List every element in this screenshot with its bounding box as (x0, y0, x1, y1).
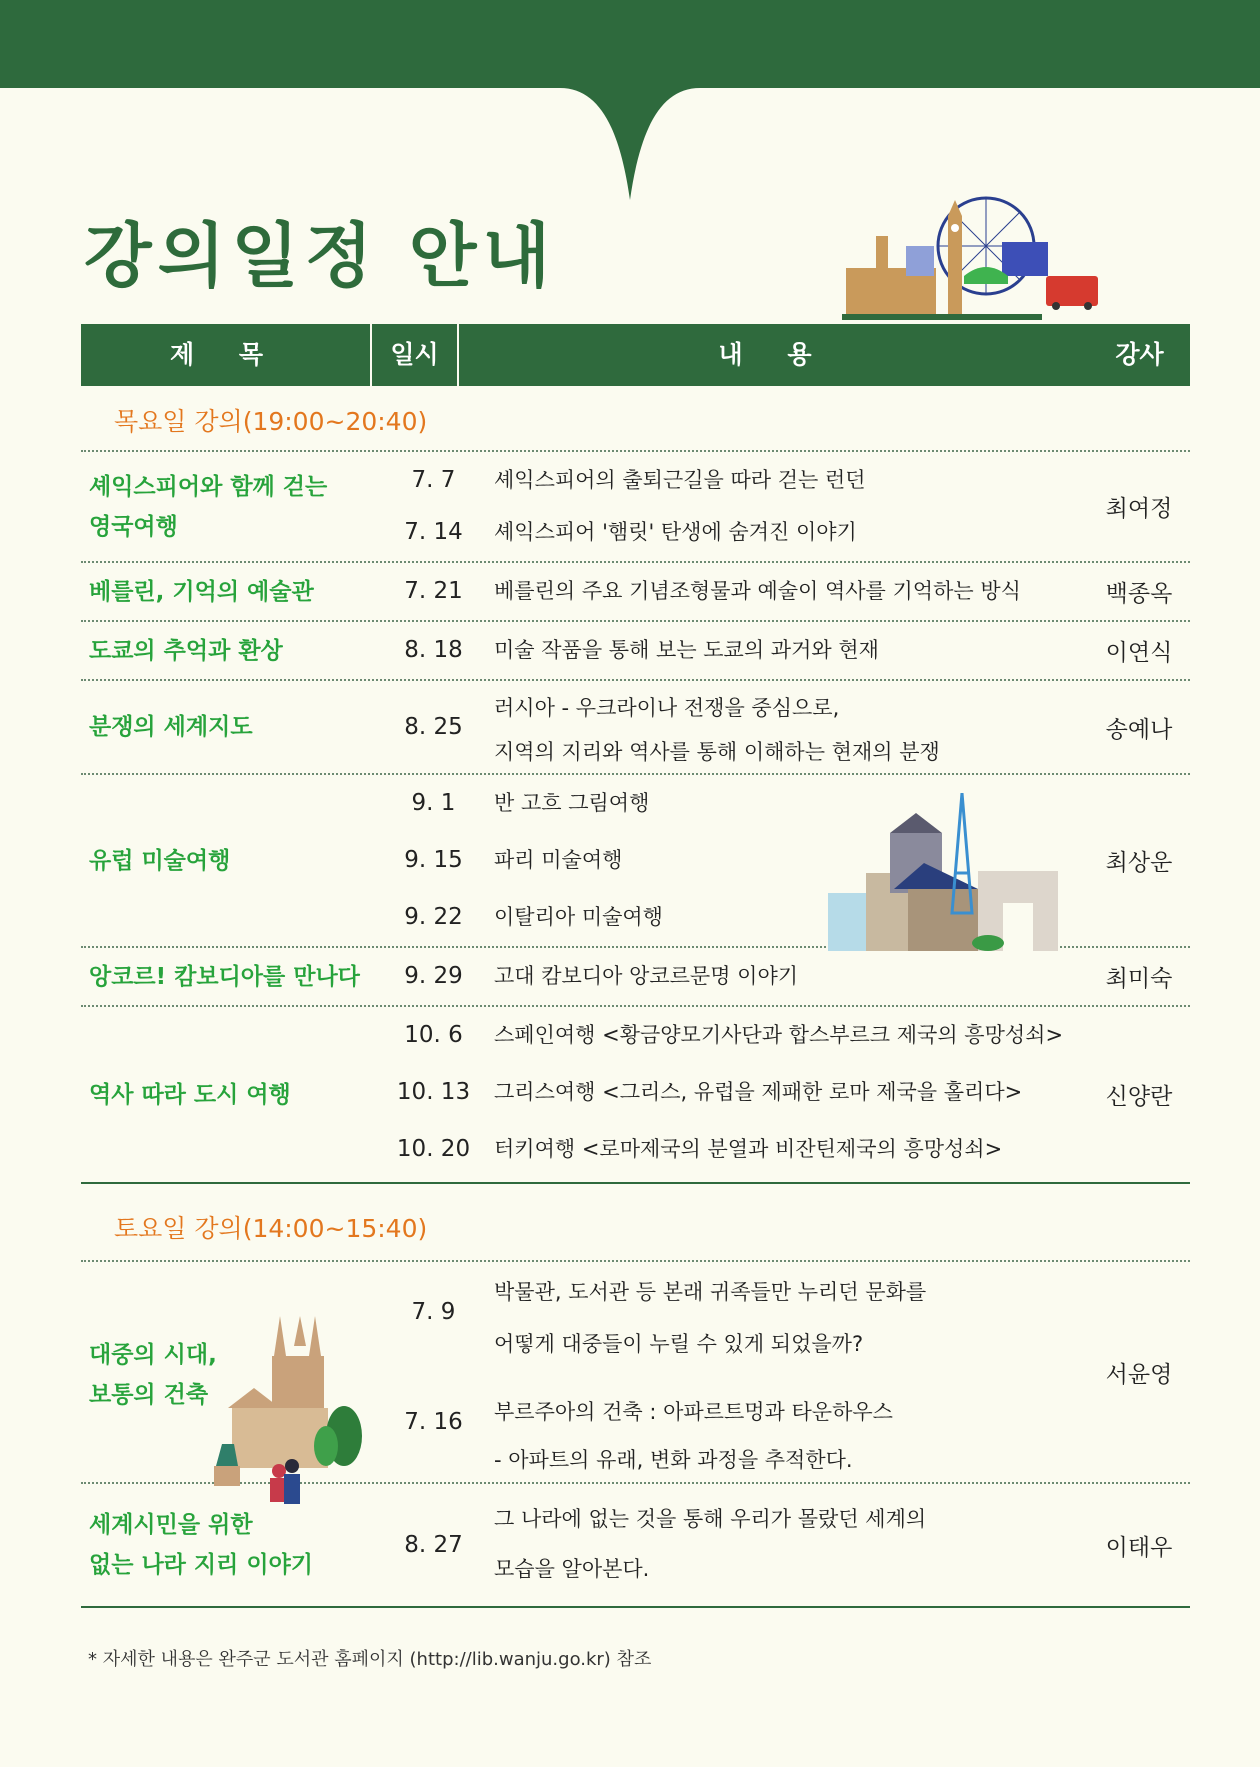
lecture-title-line: 역사 따라 도시 여행 (89, 1081, 291, 1108)
header-lecturer: 강사 (1115, 340, 1164, 369)
lecturer-name: 백종옥 (1105, 581, 1173, 607)
lecture-title-line: 베를린, 기억의 예술관 (89, 578, 314, 605)
header-date: 일시 (372, 324, 459, 386)
lecture-content: 러시아 - 우크라이나 전쟁을 중심으로, (494, 696, 840, 720)
lecture-title-line: 도쿄의 추억과 환상 (89, 637, 283, 664)
top-banner (0, 0, 1260, 220)
lecture-title-line: 보통의 건축 (89, 1382, 209, 1408)
lecture-date: 9. 22 (404, 904, 463, 930)
lecture-content: 박물관, 도서관 등 본래 귀족들만 누리던 문화를 (494, 1280, 927, 1304)
lecture-title-line: 세계시민을 위한 (89, 1512, 253, 1538)
lecture-content: 터키여행 <로마제국의 분열과 비잔틴제국의 흥망성쇠> (494, 1137, 1003, 1161)
lecturer-name: 송예나 (1105, 716, 1173, 743)
lecture-title-line: 없는 나라 지리 이야기 (89, 1552, 313, 1578)
lecture-date: 9. 1 (411, 790, 456, 816)
lecturer-name: 신양란 (1105, 1084, 1173, 1110)
lecture-content: 모습을 알아본다. (494, 1557, 650, 1581)
page-title: 강의일정 안내 (84, 215, 557, 297)
lecture-title-line: 유럽 미술여행 (89, 847, 231, 874)
cathedral-illustration (214, 1316, 398, 1506)
lecturer-name: 이연식 (1105, 640, 1173, 666)
lecturer-name: 서윤영 (1105, 1361, 1173, 1388)
lecture-content: - 아파트의 유래, 변화 과정을 추적한다. (494, 1448, 853, 1472)
lecture-content: 이탈리아 미술여행 (494, 905, 663, 929)
table-header (81, 324, 1190, 386)
lecture-date: 8. 27 (404, 1532, 463, 1558)
lecture-date: 10. 6 (404, 1022, 463, 1048)
lecture-content: 그 나라에 없는 것을 통해 우리가 몰랐던 세계의 (494, 1507, 927, 1531)
lecturer-name: 최상운 (1105, 850, 1173, 876)
lecture-date: 10. 13 (396, 1079, 471, 1105)
lecture-date: 8. 25 (404, 714, 463, 740)
lecturer-name: 최미숙 (1105, 966, 1173, 992)
lecture-content: 부르주아의 건축 : 아파르트멍과 타운하우스 (494, 1400, 893, 1424)
paris-landmarks-illustration (828, 793, 1072, 951)
table-row (81, 620, 1190, 679)
table-row (81, 561, 1190, 620)
lecture-date: 9. 15 (404, 847, 463, 873)
lecture-content: 미술 작품을 통해 보는 도쿄의 과거와 현재 (494, 638, 879, 662)
lecture-date: 9. 29 (404, 963, 463, 989)
footnote: * 자세한 내용은 완주군 도서관 홈페이지 (http://lib.wanju.go.kr) 참조 (88, 1649, 652, 1670)
lecture-content: 셰익스피어의 출퇴근길을 따라 걷는 런던 (494, 468, 866, 492)
lecture-date: 7. 7 (411, 467, 456, 493)
lecture-content: 셰익스피어 '햄릿' 탄생에 숨겨진 이야기 (494, 520, 857, 544)
header-title: 제 목 (81, 324, 372, 386)
lecture-date: 7. 14 (404, 519, 463, 545)
table-row (81, 679, 1190, 773)
lecture-content: 베를린의 주요 기념조형물과 예술이 역사를 기억하는 방식 (494, 579, 1021, 603)
lecture-content: 반 고흐 그림여행 (494, 791, 650, 815)
lecture-date: 7. 16 (404, 1409, 463, 1435)
lecture-content: 스페인여행 <황금양모기사단과 합스부르크 제국의 흥망성쇠> (494, 1023, 1064, 1047)
london-landmarks-illustration (836, 196, 1102, 342)
section-label-saturday: 토요일 강의(14:00~15:40) (114, 1214, 428, 1243)
table-row (81, 450, 1190, 561)
header-content: 내 용 (718, 340, 830, 369)
lecture-content: 어떻게 대중들이 누릴 수 있게 되었을까? (494, 1332, 864, 1356)
lecture-date: 10. 20 (396, 1136, 471, 1162)
lecture-date: 8. 18 (404, 637, 463, 663)
lecture-content: 파리 미술여행 (494, 848, 623, 872)
lecture-title-line: 분쟁의 세계지도 (89, 714, 253, 740)
lecture-date: 7. 9 (411, 1299, 456, 1325)
lecture-title-line: 앙코르! 캄보디아를 만나다 (89, 963, 360, 990)
table-row (81, 1005, 1190, 1184)
lecture-content: 그리스여행 <그리스, 유럽을 제패한 로마 제국을 홀리다> (494, 1080, 1023, 1104)
lecture-content: 지역의 지리와 역사를 통해 이해하는 현재의 분쟁 (494, 740, 940, 764)
lecture-content: 고대 캄보디아 앙코르문명 이야기 (494, 964, 799, 988)
lecture-title-line: 셰익스피어와 함께 걷는 (89, 473, 328, 500)
lecture-title-line: 대중의 시대, (89, 1342, 217, 1368)
section-label-thursday: 목요일 강의(19:00~20:40) (114, 407, 428, 436)
lecturer-name: 최여정 (1105, 496, 1173, 522)
table-row (81, 946, 1190, 1005)
lecturer-name: 이태우 (1105, 1534, 1173, 1561)
lecture-title-line: 영국여행 (89, 513, 178, 540)
lecture-date: 7. 21 (404, 578, 463, 604)
